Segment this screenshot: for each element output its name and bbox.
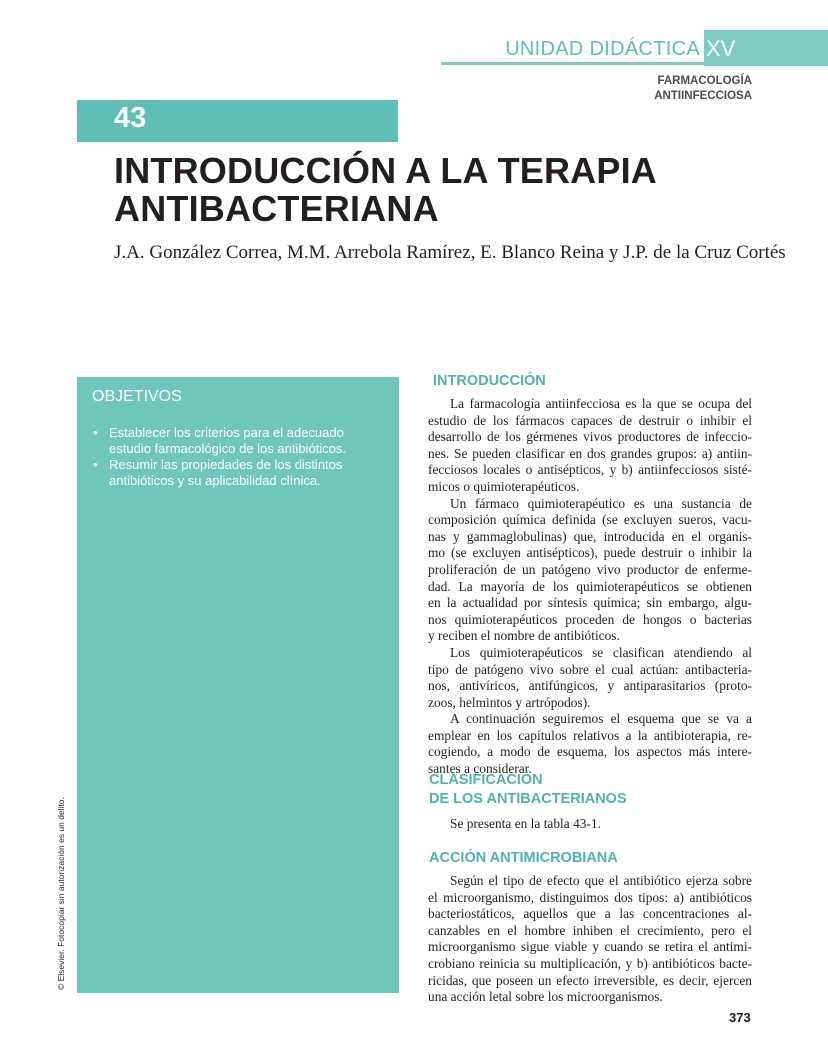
objective-text: Establecer los criterios para el adecuado estudio farmacológico de los antibióticos. xyxy=(109,425,347,456)
section-label-line2: ANTIINFECCIOSA xyxy=(654,90,752,102)
body-line: estudio de los fármacos capaces de destruir o inhibir el xyxy=(428,412,752,428)
chapter-number: 43 xyxy=(114,102,147,134)
unit-label: UNIDAD DIDÁCTICA xyxy=(505,38,700,60)
body-line: cogiendo, a modo de esquema, los aspectos más intere- xyxy=(428,744,752,760)
classification-text: Se presenta en la tabla 43-1. xyxy=(450,816,601,831)
classification-body xyxy=(428,816,752,833)
bullet-icon: • xyxy=(93,457,98,472)
chapter-title-line2: ANTIBACTERIANA xyxy=(114,188,439,229)
section-label xyxy=(492,74,752,104)
body-line: el microorganismo, distinguimos dos tipos: a) antibióticos xyxy=(428,889,752,905)
objective-item xyxy=(92,425,382,456)
body-line: Un fármaco quimioterapéutico es una sustancia de xyxy=(450,495,752,511)
body-line: emplear en los capítulos relativos a la antibioterapia, re- xyxy=(428,727,752,743)
body-line: mo (se excluyen antisépticos), puede destruir o inhibir la xyxy=(428,545,752,561)
body-line: crobiano reinicia su multiplicación, y b) antibióticos bacte- xyxy=(428,955,752,971)
page-number: 373 xyxy=(729,1010,751,1025)
classification-heading-line1: CLASIFICACIÓN xyxy=(429,772,543,788)
classification-heading xyxy=(429,771,627,809)
body-line: nos quimioterapéuticos proceden de hongos o bacterias xyxy=(428,611,752,627)
chapter-authors: J.A. González Correa, M.M. Arrebola Ramírez, E. Blanco Reina y J.P. de la Cruz Cortés xyxy=(114,242,786,263)
objectives-title: OBJETIVOS xyxy=(92,388,182,405)
body-line: zoos, helmintos y artrópodos). xyxy=(428,694,591,710)
body-line: Según el tipo de efecto que el antibiótico ejerza sobre xyxy=(450,873,752,888)
bullet-icon: • xyxy=(93,425,98,440)
unit-number: XV xyxy=(706,36,736,61)
body-line: canzables en el hombre inhiben el crecimiento, pero el xyxy=(428,922,752,938)
body-line: bacteriostáticos, aquellos que a las concentraciones al- xyxy=(428,906,752,922)
body-line: fecciosos locales o antisépticos, y b) antiinfecciosos sisté- xyxy=(428,462,752,478)
body-line: y reciben el nombre de antibióticos. xyxy=(428,628,620,644)
chapter-title-line1: INTRODUCCIÓN A LA TERAPIA xyxy=(114,150,657,191)
objective-text: Resumir las propiedades de los distintos antibióticos y su aplicabilidad clínica. xyxy=(109,457,343,488)
body-line: micos o quimioterapéuticos. xyxy=(428,478,580,494)
body-line: una acción letal sobre los microorganismos. xyxy=(428,989,663,1005)
intro-heading: INTRODUCCIÓN xyxy=(433,373,546,389)
body-line: proliferación de un patógeno vivo productor de enfermе- xyxy=(428,561,752,577)
body-line: tipo de patógeno vivo sobre el cual actúan: antibacteria- xyxy=(428,661,752,677)
copyright-notice: © Elsevier. Fotocopiar sin autorización es un delito. xyxy=(56,797,66,990)
section-label-line1: FARMACOLOGÍA xyxy=(657,75,752,87)
body-line: nes. Se pueden clasificar en dos grandes grupos: a) antiin- xyxy=(428,445,752,461)
action-heading: ACCIÓN ANTIMICROBIANA xyxy=(429,850,618,866)
body-line: dad. La mayoría de los quimioterapéuticos se obtienen xyxy=(428,578,752,594)
body-line: La farmacología antiinfecciosa es la que se ocupa del xyxy=(450,396,752,411)
objective-item xyxy=(92,457,382,488)
objectives-list xyxy=(92,425,382,489)
body-line: microorganismo sigue viable y cuando se retira el antimi- xyxy=(428,939,752,955)
body-line: nos, antivíricos, antifúngicos, y antiparasitarios (proto- xyxy=(428,678,752,694)
body-line: A continuación seguiremos el esquema que se va a xyxy=(450,711,752,727)
body-line: Los quimioterapéuticos se clasifican atendiendo al xyxy=(450,644,752,660)
chapter-title xyxy=(114,152,754,228)
body-line: santes a considerar. xyxy=(428,761,532,777)
body-line: composición química definida (se excluyen sueros, vacu- xyxy=(428,512,752,528)
classification-heading-line2: DE LOS ANTIBACTERIANOS xyxy=(429,791,627,807)
body-line: en la actualidad por síntesis química; sin embargo, algu- xyxy=(428,595,752,611)
body-line: nas y gammaglobulinas) que, introducida en el organis- xyxy=(428,528,752,544)
body-line: desarrollo de los gérmenes vivos productores de infeccio- xyxy=(428,429,752,445)
action-body xyxy=(428,873,752,1006)
body-line: ricidas, que poseen un efecto irreversible, es decir, ejercen xyxy=(428,972,752,988)
intro-body xyxy=(428,396,752,778)
